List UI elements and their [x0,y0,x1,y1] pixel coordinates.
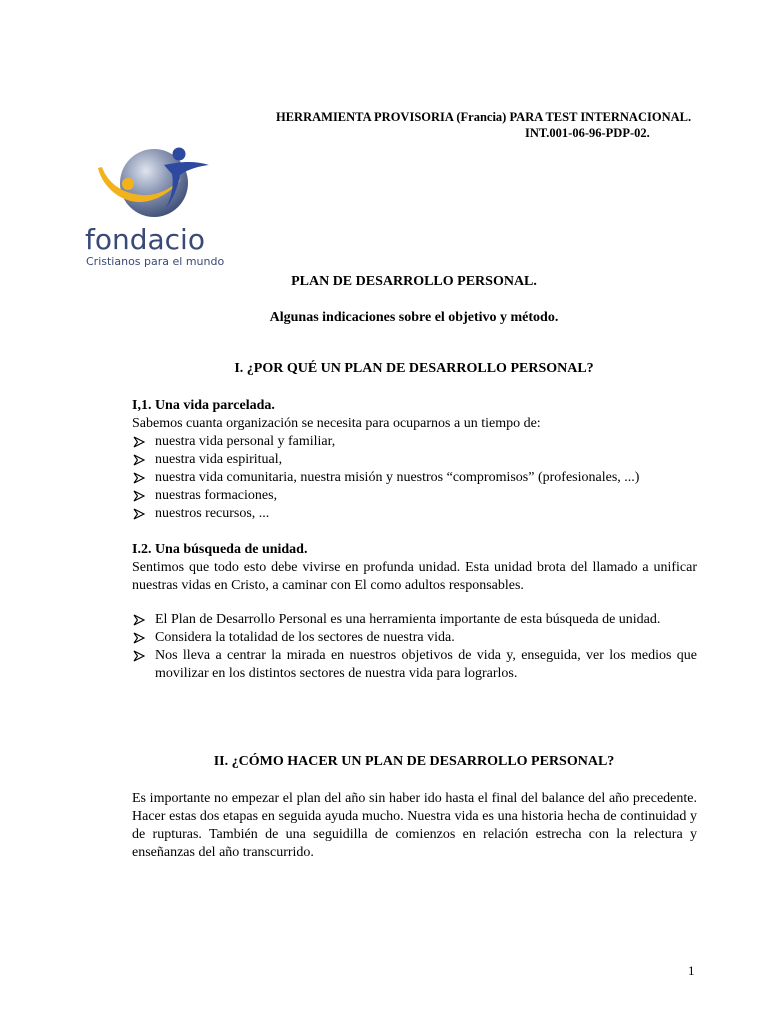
arrowhead-bullet-icon [133,508,145,520]
subsection-1-2-heading: I.2. Una búsqueda de unidad. [132,542,308,557]
subsection-1-1-intro: Sabemos cuanta organización se necesita para ocuparnos a un tiempo de: [132,416,541,431]
list-item [132,433,697,451]
document-reference-code: INT.001-06-96-PDP-02. [525,126,650,140]
list-item [132,647,697,683]
section-2-heading: II. ¿CÓMO HACER UN PLAN DE DESARROLLO PERSONAL? [213,754,615,769]
list-item-text: nuestros recursos, ... [155,506,270,521]
list-item-text: nuestra vida personal y familiar, [155,434,336,449]
list-item [132,451,697,469]
subsection-1-1-bullet-list [132,433,697,523]
fondacio-logo [82,146,232,270]
logo-tagline: Cristianos para el mundo [86,255,225,268]
arrowhead-bullet-icon [133,436,145,448]
document-subtitle: Algunas indicaciones sobre el objetivo y método. [269,310,559,325]
list-item [132,505,697,523]
arrowhead-bullet-icon [133,490,145,502]
arrowhead-bullet-icon [133,614,145,626]
list-item-text: El Plan de Desarrollo Personal es una herramienta importante de esta búsqueda de unidad. [155,612,661,627]
page-number: 1 [688,963,695,978]
arrowhead-bullet-icon [133,632,145,644]
list-item-text: Considera la totalidad de los sectores de nuestra vida. [155,630,455,645]
subsection-1-2 [132,541,697,595]
arrowhead-bullet-icon [133,650,145,662]
list-item-text: nuestra vida espiritual, [155,452,283,467]
list-item [132,487,697,505]
arrowhead-bullet-icon [133,454,145,466]
list-item [132,469,697,487]
arrowhead-bullet-icon [133,472,145,484]
list-item [132,629,697,647]
section-1-heading: I. ¿POR QUÉ UN PLAN DE DESARROLLO PERSONAL? [234,361,594,376]
fondacio-logo-graphic [82,146,232,270]
logo-wordmark: fondacio [85,223,205,256]
subsection-1-1-heading: I,1. Una vida parcelada. [132,398,275,413]
list-item-text: Nos lleva a centrar la mirada en nuestros objetivos de vida y, enseguida, ver los medios que movilizar en los distintos sectores de nuestra vida para lograrlos. [155,648,697,681]
list-item [132,611,697,629]
subsection-1-1 [132,397,697,523]
section-2-paragraph: Es importante no empezar el plan del año sin haber ido hasta el final del balance del año precedente. Hacer estas dos etapas en seguida ayuda mucho. Nuestra vida es una historia hecha de continuidad y de rupturas. También de una seguidilla de comienzos en relación estrecha con la relectura y enseñanzas del año transcurrido. [132,791,697,860]
subsection-1-2-paragraph: Sentimos que todo esto debe vivirse en profunda unidad. Esta unidad brota del llamado a unificar nuestras vidas en Cristo, a caminar con El como adultos responsables. [132,560,697,593]
list-item-text: nuestra vida comunitaria, nuestra misión y nuestros “compromisos” (profesionales, ...) [155,470,640,485]
document-header-title: HERRAMIENTA PROVISORIA (Francia) PARA TEST INTERNACIONAL. [276,110,692,124]
list-item-text: nuestras formaciones, [155,488,278,503]
subsection-1-2-bullet-block [132,611,697,683]
subsection-1-2-bullet-list [132,611,697,683]
document-title: PLAN DE DESARROLLO PERSONAL. [291,274,537,289]
